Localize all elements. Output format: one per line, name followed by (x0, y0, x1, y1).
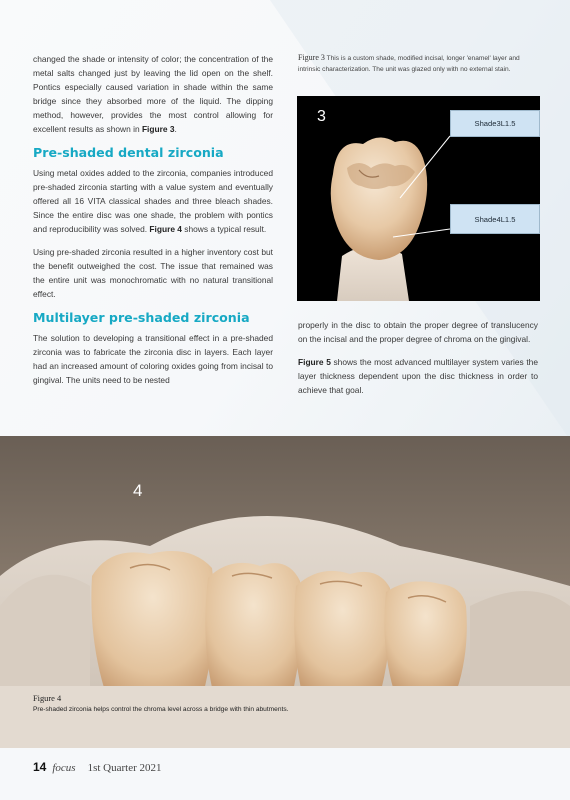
figure-label: Figure 4 (33, 694, 62, 703)
left-column (33, 52, 273, 396)
paragraph-text: changed the shade or intensity of color; the concentration of the metal salts changed just by leaving the lid open on the shelf. Pontics especially caused variation in shade within the same bridge since they absorbed more of the liquid. The dipping method, however, provides the most control allowing for excellent results as shown in (33, 54, 273, 134)
caption-text: This is a custom shade, modified incisal, longer 'enamel' layer and intrinsic characterization. The unit was glazed only with no external stain. (298, 55, 520, 73)
paragraph: The solution to developing a transitional effect in a pre-shaded zirconia was to fabricate the zirconia disc in layers. Each layer had an increased amount of coloring oxides going from incisal to gingival. The units need to be nested (33, 333, 273, 385)
issue-date: 1st Quarter 2021 (87, 762, 162, 774)
figure4-image (0, 436, 570, 748)
figure-reference: Figure 3 (141, 124, 175, 134)
paragraph: changed the shade or intensity of color; the concentration of the metal salts changed just by leaving the lid open on the shelf. Pontics especially caused variation in shade within the same bridge since they absorbed more of the liquid. The dipping method, however, provides the most control allowing for excellent results as shown in Figure 3. (33, 54, 273, 134)
paragraph-text: Using metal oxides added to the zirconia, companies introduced pre-shaded zirconia starting with a value system and eventually offered all 16 VITA classical shades and three bleach shades. Since the entire disc was one shade, the problem with pontics and reproducibility was solved. (33, 168, 273, 234)
paragraph-text: shows the most advanced multilayer system varies the layer thickness dependent upon the disc thickness in order to achieve that goal. (298, 357, 539, 395)
figure-label: Figure 3 (298, 53, 325, 62)
section-heading: Pre-shaded dental zirconia (33, 145, 224, 160)
figure-number: 4 (133, 481, 143, 500)
figure-number: 3 (317, 108, 326, 125)
section-heading: Multilayer pre-shaded zirconia (33, 310, 250, 325)
page-footer (33, 760, 162, 774)
figure4-caption (33, 694, 453, 713)
shade-callout: Shade4L1.5 (450, 204, 540, 234)
figure3-caption (298, 52, 538, 75)
figure-reference: Figure 4 (149, 224, 182, 234)
paragraph (33, 166, 273, 236)
page-number: 14 (33, 760, 47, 774)
figure3-image (297, 96, 540, 301)
magazine-name: focus (52, 762, 76, 774)
paragraph: Using pre-shaded zirconia resulted in a higher inventory cost but the benefit outweighed the cost. The issue that remained was the entire unit was monochromatic with no natural transitional effect. (33, 247, 273, 299)
paragraph (298, 355, 538, 397)
right-column (298, 318, 538, 406)
figure-reference: Figure 5 (298, 357, 331, 367)
shade-callout: Shade3L1.5 (450, 110, 540, 137)
paragraph-text: shows a typical result. (181, 224, 267, 234)
caption-text: Pre-shaded zirconia helps control the chroma level across a bridge with thin abutments. (33, 706, 289, 713)
paragraph: properly in the disc to obtain the proper degree of translucency on the incisal and the proper degree of chroma on the gingival. (298, 320, 538, 344)
